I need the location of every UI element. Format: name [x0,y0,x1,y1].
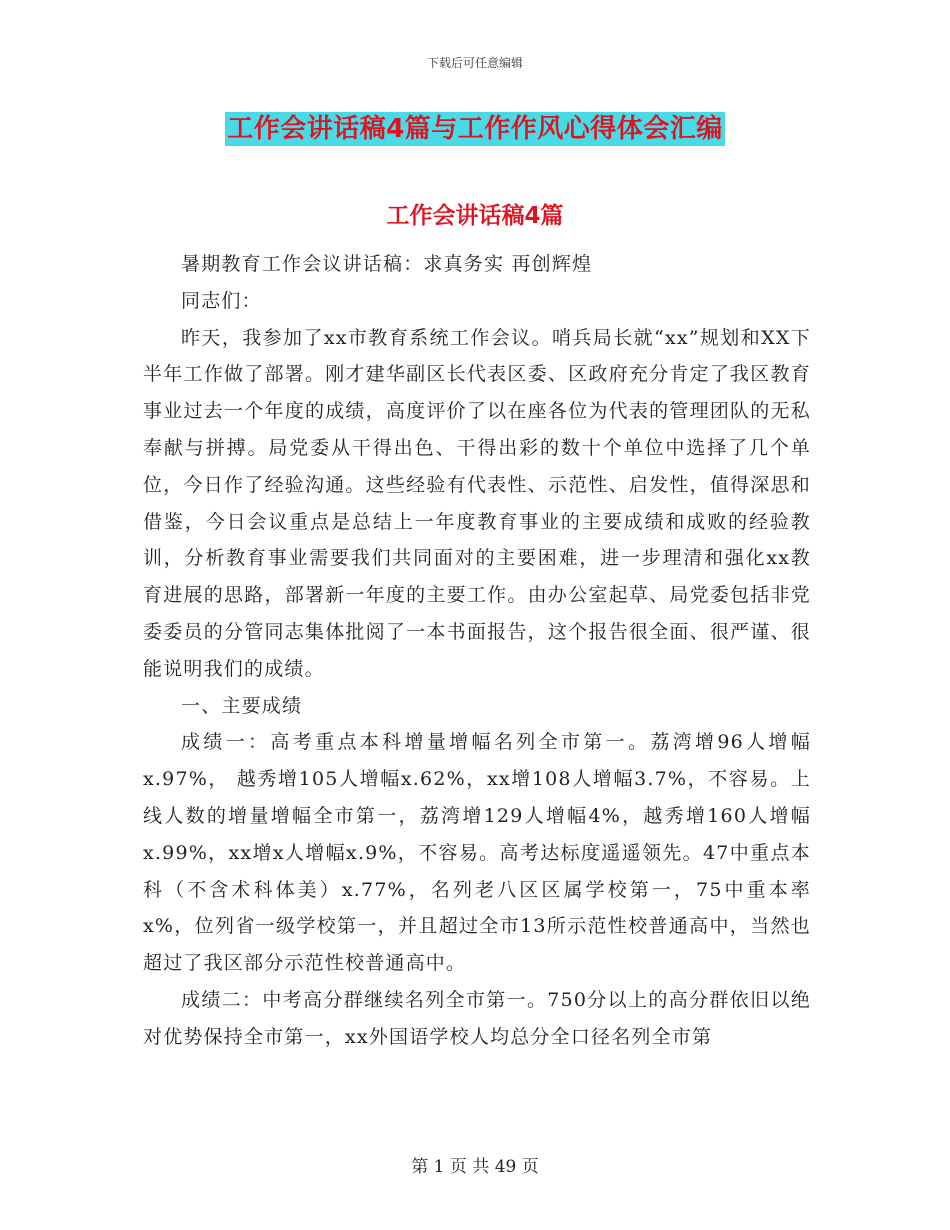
heading-main-achievements: 一、主要成绩 [181,694,303,717]
page-header-note: 下载后可任意编辑 [426,56,523,70]
paragraph-achievement-one: 成绩一：高考重点本科增量增幅名列全市第一。荔湾增96人增幅x.97%， 越秀增105人增幅x.62%，xx增108人增幅3.7%，不容易。上线人数的增量增幅全市第一，荔湾增129人增幅4%，越秀增160人增幅x.99%，xx增x人增幅x.9%，不容易。高考达标度遥遥领先。47中重点本科（不含术科体美）x.77%，名列老八区区属学校第一，75中重本率x%，位列省一级学校第一，并且超过全市13所示范性校普通高中，当然也超过了我区部分示范性校普通高中。 [143,731,811,975]
paragraph-achievement-two: 成绩二：中考高分群继续名列全市第一。750分以上的高分群依旧以绝对优势保持全市第一，xx外国语学校人均总分全口径名列全市第 [143,988,811,1048]
speech-subtitle: 暑期教育工作会议讲话稿：求真务实 再创辉煌 [181,253,593,275]
paragraph-intro: 昨天，我参加了xx市教育系统工作会议。哨兵局长就“xx”规划和XX下半年工作做了部署。刚才建华副区长代表区委、区政府充分肯定了我区教育事业过去一个年度的成绩，高度评价了以在座各位为代表的管理团队的无私奉献与拼搏。局党委从干得出色、干得出彩的数十个单位中选择了几个单位，今日作了经验沟通。这些经验有代表性、示范性、启发性，值得深思和借鉴，今日会议重点是总结上一年度教育事业的主要成绩和成败的经验教训，分析教育事业需要我们共同面对的主要困难，进一步理清和强化xx教育进展的思路，部署新一年度的主要工作。由办公室起草、局党委包括非党委委员的分管同志集体批阅了一本书面报告，这个报告很全面、很严谨、很能说明我们的成绩。 [143,326,811,680]
salutation: 同志们： [181,289,262,312]
section-title: 工作会讲话稿4篇 [386,203,564,229]
main-title-container [0,112,950,146]
document-main-title: 工作会讲话稿4篇与工作作风心得体会汇编 [227,114,723,144]
body-text [143,246,811,1056]
page-number-footer: 第 1 页 共 49 页 [411,1157,539,1177]
